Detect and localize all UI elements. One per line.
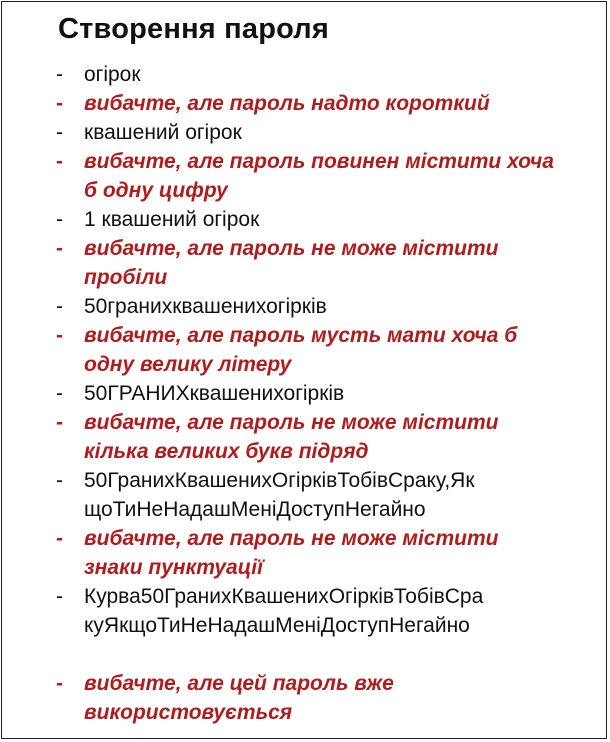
blank-spacer: [0, 640, 610, 669]
dash-marker: -: [56, 295, 63, 318]
attempt-text: Курва50ГранихКвашенихОгірківТобівСра куЯкщоТиНеНадашМеніДоступНегайно: [84, 585, 484, 637]
error-text: вибачте, але цей пароль вже використовується: [84, 672, 394, 724]
dash-marker: -: [56, 150, 63, 173]
attempt-text: 50ГранихКвашенихОгірківТобівСраку,Як щоТиНеНадашМеніДоступНегайно: [84, 469, 475, 521]
error-message-line: [0, 669, 610, 727]
dash-marker: -: [56, 469, 63, 492]
attempt-text: 50гранихквашенихогірків: [84, 295, 327, 318]
password-attempt-line: [0, 466, 610, 524]
error-text: вибачте, але пароль не може містити знаки пунктуації: [84, 527, 499, 579]
dash-marker: -: [56, 121, 63, 144]
error-text: вибачте, але пароль повинен містити хоча б одну цифру: [84, 150, 554, 202]
error-text: вибачте, але пароль мусть мати хоча б одну велику літеру: [84, 324, 518, 376]
dash-marker: -: [56, 324, 63, 347]
dash-marker: -: [56, 411, 63, 434]
password-attempt-line: [0, 582, 610, 640]
attempt-text: 1 квашений огірок: [84, 208, 260, 231]
dash-marker: -: [56, 382, 63, 405]
error-message-line: [0, 321, 610, 379]
password-attempts-list: [0, 60, 610, 727]
dash-marker: -: [56, 237, 63, 260]
password-attempt-line: [0, 292, 610, 321]
error-text: вибачте, але пароль надто короткий: [84, 92, 490, 115]
error-message-line: [0, 147, 610, 205]
error-message-line: [0, 524, 610, 582]
page-title: Створення пароля: [58, 13, 330, 45]
dash-marker: -: [56, 63, 63, 86]
error-message-line: [0, 234, 610, 292]
error-text: вибачте, але пароль не може містити кілька великих букв підряд: [84, 411, 499, 463]
password-attempt-line: [0, 118, 610, 147]
password-attempt-line: [0, 60, 610, 89]
error-message-line: [0, 89, 610, 118]
dash-marker: -: [56, 527, 63, 550]
attempt-text: квашений огірок: [84, 121, 242, 144]
error-text: вибачте, але пароль не може містити пробіли: [84, 237, 499, 289]
dash-marker: -: [56, 585, 63, 608]
dash-marker: -: [56, 672, 63, 695]
password-attempt-line: [0, 205, 610, 234]
attempt-text: огірок: [84, 63, 141, 86]
dash-marker: -: [56, 208, 63, 231]
attempt-text: 50ГРАНИХквашенихогірків: [84, 382, 345, 405]
dash-marker: -: [56, 92, 63, 115]
error-message-line: [0, 408, 610, 466]
password-attempt-line: [0, 379, 610, 408]
